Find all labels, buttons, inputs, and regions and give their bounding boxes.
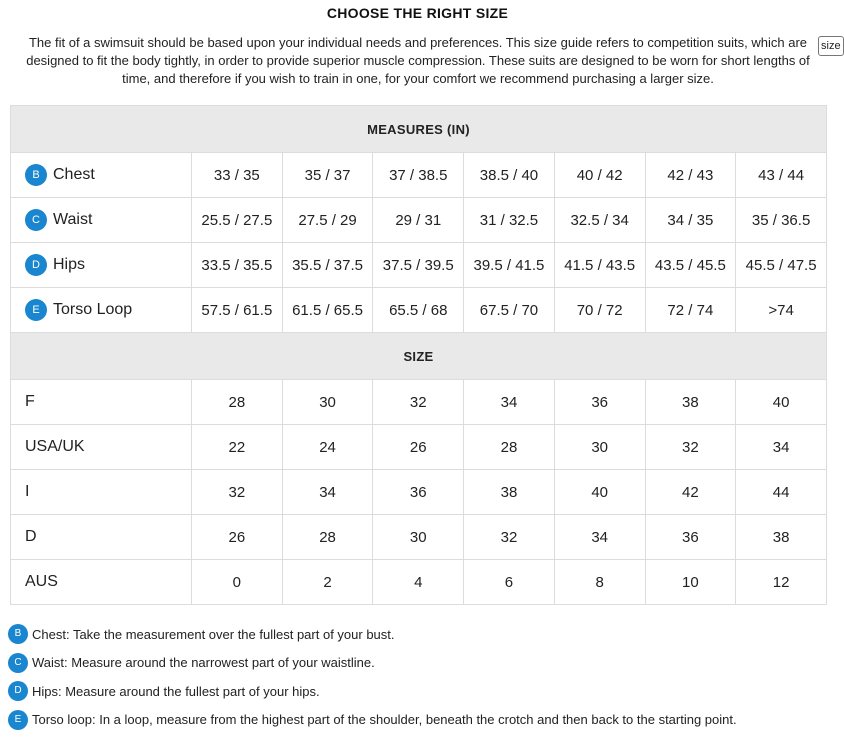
table-cell: 29 / 31: [373, 198, 464, 243]
table-cell: 32.5 / 34: [554, 198, 645, 243]
table-cell: 38: [645, 380, 736, 425]
note-badge-icon: D: [8, 681, 28, 701]
table-cell: 33 / 35: [192, 153, 283, 198]
table-cell: 37.5 / 39.5: [373, 243, 464, 288]
measurement-notes: [8, 620, 828, 734]
table-cell: 36: [373, 470, 464, 515]
note-text: Torso loop: In a loop, measure from the highest part of the shoulder, beneath the crotch and then back to the starting point.: [32, 712, 737, 728]
table-cell: 40 / 42: [554, 153, 645, 198]
table-cell: 4: [373, 560, 464, 605]
note-badge-icon: E: [8, 710, 28, 730]
table-cell: 32: [373, 380, 464, 425]
table-cell: 43 / 44: [736, 153, 827, 198]
table-cell: 61.5 / 65.5: [282, 288, 373, 333]
table-cell: 34: [736, 425, 827, 470]
size-header: SIZE: [11, 333, 827, 380]
table-cell: 32: [464, 515, 555, 560]
table-cell: 2: [282, 560, 373, 605]
intro-text: [12, 34, 824, 88]
table-cell: 34: [282, 470, 373, 515]
table-cell: 39.5 / 41.5: [464, 243, 555, 288]
table-cell: 38: [736, 515, 827, 560]
table-cell: 10: [645, 560, 736, 605]
measure-row: [11, 288, 827, 333]
size-row-label: USA/UK: [11, 425, 192, 470]
measures-header: MEASURES (IN): [11, 106, 827, 153]
size-row-label: AUS: [11, 560, 192, 605]
table-cell: 41.5 / 43.5: [554, 243, 645, 288]
note-badge-icon: B: [8, 624, 28, 644]
table-cell: 28: [282, 515, 373, 560]
size-guide-table: [10, 105, 827, 605]
measure-label: Waist: [53, 211, 93, 228]
measurement-note: [8, 649, 828, 678]
measures-header-row: [11, 106, 827, 153]
note-text: Hips: Measure around the fullest part of your hips.: [32, 683, 320, 699]
measurement-note: [8, 677, 828, 706]
measure-row-label: [11, 288, 192, 333]
table-cell: 26: [192, 515, 283, 560]
table-cell: 38: [464, 470, 555, 515]
measurement-note: [8, 706, 828, 735]
size-row: [11, 515, 827, 560]
table-cell: 35.5 / 37.5: [282, 243, 373, 288]
table-cell: 72 / 74: [645, 288, 736, 333]
table-cell: 22: [192, 425, 283, 470]
table-cell: 30: [554, 425, 645, 470]
table-cell: 44: [736, 470, 827, 515]
size-row: [11, 470, 827, 515]
note-badge-icon: C: [8, 653, 28, 673]
measure-row: [11, 243, 827, 288]
intro-line: designed to fit the body tightly, in order to provide superior muscle compression. These suits are designed to be worn for short lengths of: [26, 53, 810, 68]
table-cell: 38.5 / 40: [464, 153, 555, 198]
measure-row: [11, 198, 827, 243]
table-cell: 30: [282, 380, 373, 425]
table-cell: 34 / 35: [645, 198, 736, 243]
table-cell: 33.5 / 35.5: [192, 243, 283, 288]
measure-label: Torso Loop: [53, 301, 133, 318]
table-cell: 27.5 / 29: [282, 198, 373, 243]
table-cell: 65.5 / 68: [373, 288, 464, 333]
table-cell: 36: [554, 380, 645, 425]
table-cell: 70 / 72: [554, 288, 645, 333]
size-chip[interactable]: size: [818, 36, 844, 56]
table-cell: 40: [736, 380, 827, 425]
table-cell: 32: [192, 470, 283, 515]
table-cell: 24: [282, 425, 373, 470]
table-cell: 67.5 / 70: [464, 288, 555, 333]
measure-row-label: [11, 153, 192, 198]
table-cell: 25.5 / 27.5: [192, 198, 283, 243]
size-row: [11, 380, 827, 425]
table-cell: 6: [464, 560, 555, 605]
table-cell: 36: [645, 515, 736, 560]
table-cell: 28: [464, 425, 555, 470]
table-cell: 32: [645, 425, 736, 470]
table-cell: 42: [645, 470, 736, 515]
table-cell: 37 / 38.5: [373, 153, 464, 198]
size-header-row: [11, 333, 827, 380]
page-title: CHOOSE THE RIGHT SIZE: [326, 5, 509, 21]
measurement-note: [8, 620, 828, 649]
table-cell: 57.5 / 61.5: [192, 288, 283, 333]
table-cell: 35 / 37: [282, 153, 373, 198]
size-row: [11, 560, 827, 605]
note-text: Chest: Take the measurement over the fullest part of your bust.: [32, 626, 395, 642]
table-cell: 40: [554, 470, 645, 515]
note-text: Waist: Measure around the narrowest part of your waistline.: [32, 655, 375, 671]
measure-badge-icon: B: [25, 164, 47, 186]
size-row-label: F: [11, 380, 192, 425]
measure-badge-icon: E: [25, 299, 47, 321]
table-cell: 34: [554, 515, 645, 560]
measure-label: Hips: [53, 256, 86, 273]
table-cell: 26: [373, 425, 464, 470]
size-row: [11, 425, 827, 470]
measure-row: [11, 153, 827, 198]
table-cell: 31 / 32.5: [464, 198, 555, 243]
table-cell: 8: [554, 560, 645, 605]
measure-badge-icon: C: [25, 209, 47, 231]
table-cell: 42 / 43: [645, 153, 736, 198]
table-cell: 43.5 / 45.5: [645, 243, 736, 288]
size-row-label: D: [11, 515, 192, 560]
table-cell: 35 / 36.5: [736, 198, 827, 243]
table-cell: >74: [736, 288, 827, 333]
intro-line: time, and therefore if you wish to train in one, for your comfort we recommend purchasing a larger size.: [122, 71, 714, 86]
table-cell: 30: [373, 515, 464, 560]
table-cell: 28: [192, 380, 283, 425]
intro-line: The fit of a swimsuit should be based upon your individual needs and preferences. This size guide refers to competition suits, which are: [28, 35, 808, 50]
size-row-label: I: [11, 470, 192, 515]
table-cell: 45.5 / 47.5: [736, 243, 827, 288]
measure-badge-icon: D: [25, 254, 47, 276]
measure-label: Chest: [53, 166, 95, 183]
measure-row-label: [11, 198, 192, 243]
table-cell: 34: [464, 380, 555, 425]
measure-row-label: [11, 243, 192, 288]
table-cell: 0: [192, 560, 283, 605]
table-cell: 12: [736, 560, 827, 605]
